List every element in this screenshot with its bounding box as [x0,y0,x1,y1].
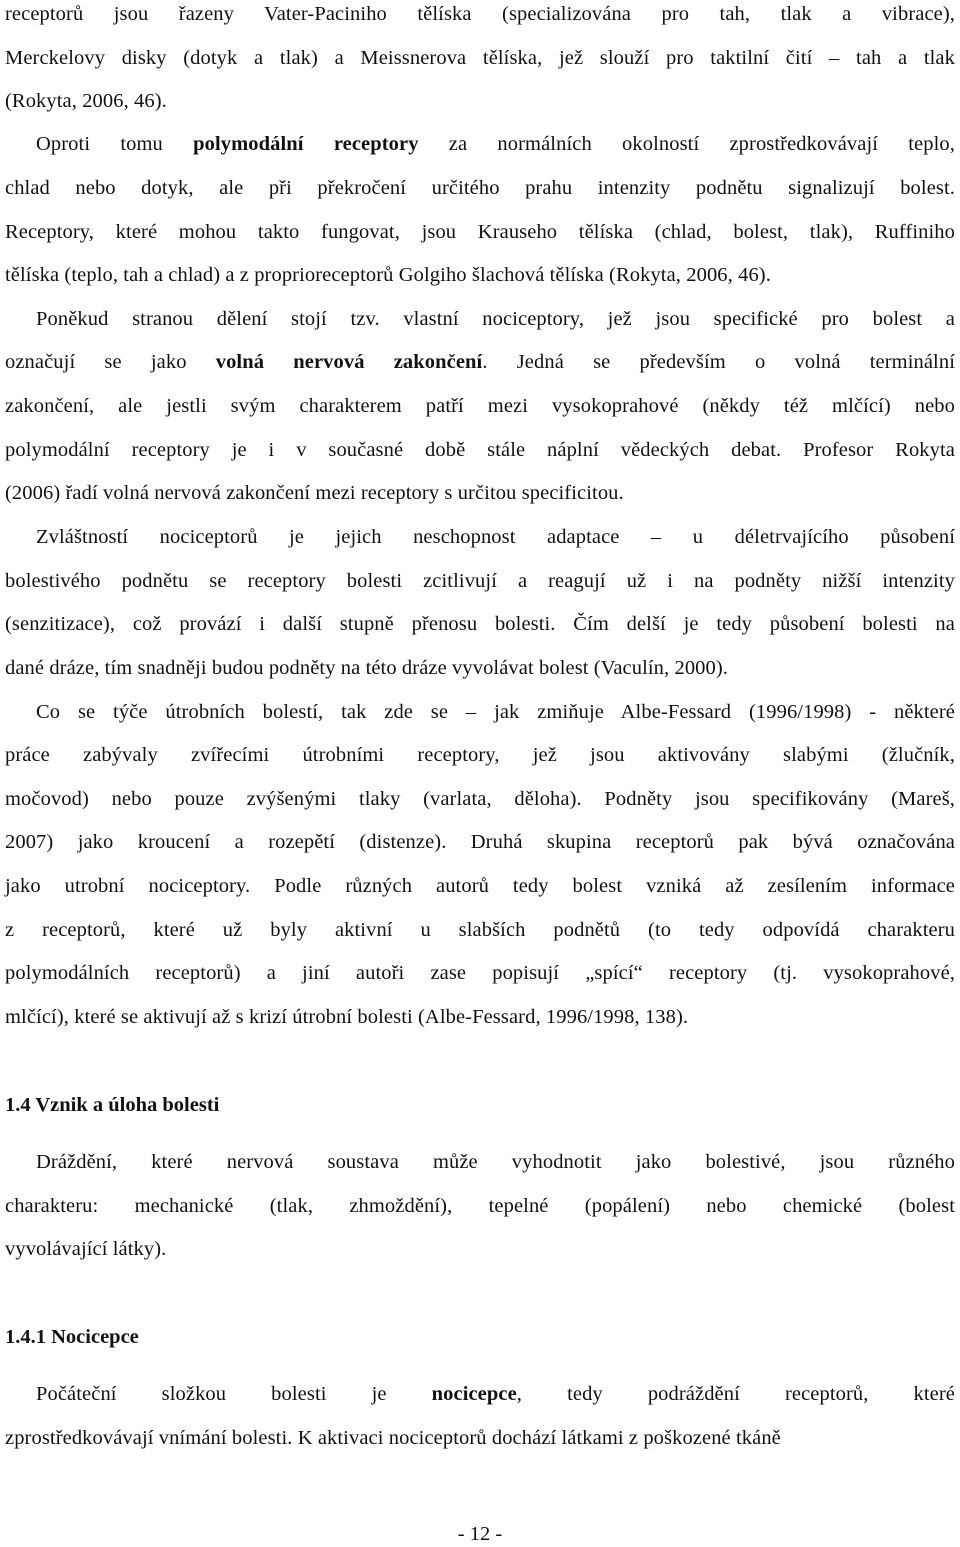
text-line: jako utrobní nociceptory. Podle různých autorů tedy bolest vzniká až zesílením informace [5,875,955,897]
subsection-heading: 1.4.1 Nocicepce [5,1326,139,1348]
page-number: - 12 - [457,1523,503,1545]
text-line: 2007) jako kroucení a rozepětí (distenze). Druhá skupina receptorů pak bývá označována [5,831,955,853]
text-line: mlčící), které se aktivují až s krizí útrobní bolesti (Albe-Fessard, 1996/1998, 138). [5,1006,689,1028]
text-line: polymodální receptory je i v současné době stále náplní vědeckých debat. Profesor Rokyta [5,439,955,461]
text-line [36,134,955,155]
text-line: močovod) nebo pouze zvýšenými tlaky (varlata, děloha). Podněty jsou specifikovány (Mareš, [5,788,955,810]
text-line: bolestivého podnětu se receptory bolesti zcitlivují a reagují už i na podněty nižší intenzity [5,570,955,592]
text-line: Poněkud stranou dělení stojí tzv. vlastní nociceptory, jež jsou specifické pro bolest a [36,308,955,330]
text-run: označují se jako [5,351,216,373]
text-run: , tedy podráždění receptorů, které [516,1383,955,1405]
text-line: receptorů jsou řazeny Vater-Paciniho tělíska (specializována pro tah, tlak a vibrace), [5,3,955,25]
bold-term-polymodal-receptors: polymodální receptory [193,133,419,155]
text-line: z receptorů, které už byly aktivní u slabších podnětů (to tedy odpovídá charakteru [5,919,955,941]
text-run: . Jedná se především o volná terminální [482,351,955,373]
text-line: chlad nebo dotyk, ale při překročení určitého prahu intenzity podnětu signalizují bolest. [5,177,955,199]
text-line [5,352,955,373]
text-line: tělíska (teplo, tah a chlad) a z proprioreceptorů Golgiho šlachová tělíska (Rokyta, 2006, 46). [5,264,771,286]
text-run: Počáteční složkou bolesti je [36,1383,432,1405]
text-line [36,1384,955,1405]
text-line: vyvolávající látky). [5,1238,167,1260]
text-line: práce zabývaly zvířecími útrobními receptory, jež jsou aktivovány slabými (žlučník, [5,744,955,766]
bold-term-free-nerve-endings: volná nervová zakončení [215,351,483,373]
text-line: Dráždění, které nervová soustava může vyhodnotit jako bolestivé, jsou různého [36,1151,955,1173]
text-line: (senzitizace), což provází i další stupně přenosu bolesti. Čím delší je tedy působení bolesti na [5,613,955,635]
text-line: Merckelovy disky (dotyk a tlak) a Meissnerova tělíska, jež slouží pro taktilní čití – tah a tlak [5,47,955,69]
section-heading: 1.4 Vznik a úloha bolesti [5,1094,220,1116]
text-line: zakončení, ale jestli svým charakterem patří mezi vysokoprahové (někdy též mlčící) nebo [5,395,955,417]
text-line: (Rokyta, 2006, 46). [5,90,167,112]
text-line: Receptory, které mohou takto fungovat, jsou Krauseho tělíska (chlad, bolest, tlak), Ruffiniho [5,221,955,243]
text-line: zprostředkovávají vnímání bolesti. K aktivaci nociceptorů dochází látkami z poškozené tkáně [5,1427,781,1449]
text-line: polymodálních receptorů) a jiní autoři zase popisují „spící“ receptory (tj. vysokoprahové, [5,962,955,984]
text-line: charakteru: mechanické (tlak, zhmoždění), tepelné (popálení) nebo chemické (bolest [5,1195,955,1217]
text-line: Co se týče útrobních bolestí, tak zde se – jak zmiňuje Albe-Fessard (1996/1998) - některé [36,701,955,723]
text-line: dané dráze, tím snadněji budou podněty na této dráze vyvolávat bolest (Vaculín, 2000). [5,657,729,679]
text-run: Oproti tomu [36,133,194,155]
text-run: za normálních okolností zprostředkovávají teplo, [418,133,955,155]
text-line: Zvláštností nociceptorů je jejich neschopnost adaptace – u déletrvajícího působení [36,526,955,548]
bold-term-nociception: nocicepce [431,1383,517,1405]
text-line: (2006) řadí volná nervová zakončení mezi receptory s určitou specificitou. [5,482,624,504]
